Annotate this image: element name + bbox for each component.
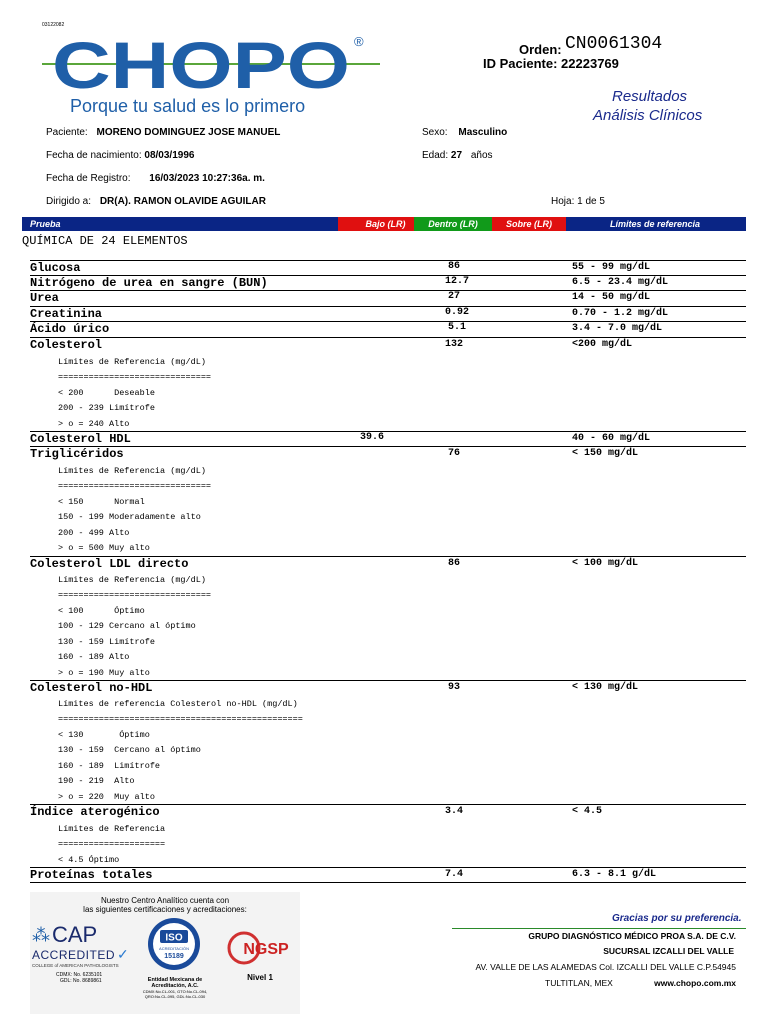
cert-line: las siguientes certificaciones y acreditaciones: xyxy=(83,905,247,914)
age-value: 27 xyxy=(450,150,463,161)
page-label: Hoja: xyxy=(551,196,575,207)
reference-note: ===================== xyxy=(58,839,166,849)
reg-value: 16/03/2023 10:27:36a. m. xyxy=(149,173,265,184)
branch-address: AV. VALLE DE LAS ALAMEDAS Col. IZCALLI DEL VALLE C.P.54945 xyxy=(475,962,736,972)
col-bajo: Bajo (LR) xyxy=(338,217,433,231)
test-name: Colesterol HDL xyxy=(30,432,131,446)
test-reference: 6.3 - 8.1 g/dL xyxy=(572,869,657,880)
reference-note: > o = 220 Muy alto xyxy=(58,792,155,802)
patient-id-value: 22223769 xyxy=(561,56,619,71)
test-name: Colesterol LDL directo xyxy=(30,557,189,571)
report-title: Resultados xyxy=(612,88,688,105)
patient-dob xyxy=(46,150,194,161)
ema-text: Entidad Mexicana de xyxy=(147,977,203,983)
test-value: 3.4 xyxy=(445,806,464,817)
test-name: Colesterol xyxy=(30,338,103,352)
reference-note: < 100 Óptimo xyxy=(58,606,145,616)
reference-note: Límites de referencia Colesterol no-HDL (mg/dL) xyxy=(58,699,298,709)
reference-note: ================================================ xyxy=(58,714,303,724)
test-reference: < 130 mg/dL xyxy=(572,682,639,693)
reference-note: ============================== xyxy=(58,372,212,382)
branch-city: TULTITLAN, MEX xyxy=(545,978,613,988)
ema-text: Acreditación, A.C. xyxy=(151,983,199,989)
reference-note: ============================== xyxy=(58,481,212,491)
row-divider xyxy=(30,431,746,432)
patient-name xyxy=(46,127,280,138)
report-subtitle: Análisis Clínicos xyxy=(593,107,703,124)
reference-note: 150 - 199 Moderadamente alto xyxy=(58,512,201,522)
cap-number: CDMX: No. 6235101 xyxy=(56,972,103,978)
test-value: 5.1 xyxy=(448,322,467,333)
row-divider xyxy=(30,306,746,307)
reference-note: Límites de Referencia (mg/dL) xyxy=(58,466,206,476)
reference-note: 130 - 159 Cercano al óptimo xyxy=(58,745,201,755)
iso-number: 15189 xyxy=(164,953,184,960)
test-name: Proteínas totales xyxy=(30,868,153,882)
sex-label: Sexo: xyxy=(422,127,448,138)
test-value: 93 xyxy=(448,682,461,693)
registered-mark: ® xyxy=(354,34,364,49)
reference-note: 130 - 159 Limítrofe xyxy=(58,637,155,647)
col-limites: Límites de referencia xyxy=(610,219,701,229)
col-sobre: Sobre (LR) xyxy=(492,217,566,231)
cap-number: GDL: No. 8689861 xyxy=(60,978,102,984)
reference-note: ============================== xyxy=(58,590,212,600)
row-divider xyxy=(30,321,746,322)
page-indicator xyxy=(551,196,605,207)
test-reference: < 100 mg/dL xyxy=(572,558,639,569)
reference-note: 160 - 189 Alto xyxy=(58,652,130,662)
test-reference: 6.5 - 23.4 mg/dL xyxy=(572,277,669,288)
cert-line: Nuestro Centro Analítico cuenta con xyxy=(100,896,230,905)
section-title: QUÍMICA DE 24 ELEMENTOS xyxy=(22,234,188,248)
reference-note: Límites de Referencia (mg/dL) xyxy=(58,357,206,367)
dob-label: Fecha de nacimiento: xyxy=(46,150,142,161)
iso-label: ISO xyxy=(165,932,183,944)
document-code: 03122082 xyxy=(42,22,65,28)
test-value-low: 39.6 xyxy=(360,432,385,443)
ema-text: QRO:No.CL-095, GDL:No.CL-030 xyxy=(144,994,206,999)
patient-name-value: MORENO DOMINGUEZ JOSE MANUEL xyxy=(96,127,281,138)
ngsp-badge-icon xyxy=(220,930,300,966)
directed-to xyxy=(46,196,266,207)
test-reference: < 4.5 xyxy=(572,806,603,817)
test-name: Colesterol no-HDL xyxy=(30,681,153,695)
reference-note: > o = 500 Muy alto xyxy=(58,543,150,553)
test-reference: < 150 mg/dL xyxy=(572,448,639,459)
branch-name: SUCURSAL IZCALLI DEL VALLE xyxy=(603,946,734,956)
test-value: 86 xyxy=(448,261,461,272)
website-link[interactable]: www.chopo.com.mx xyxy=(654,978,736,988)
age-label: Edad: xyxy=(422,150,449,161)
test-reference: 3.4 - 7.0 mg/dL xyxy=(572,323,663,334)
company-name: GRUPO DIAGNÓSTICO MÉDICO PROA S.A. DE C.V. xyxy=(528,931,736,941)
row-divider xyxy=(30,882,746,883)
patient-name-label: Paciente: xyxy=(46,127,88,138)
reg-label: Fecha de Registro: xyxy=(46,173,131,184)
row-divider xyxy=(30,260,746,261)
reference-note: < 4.5 Óptimo xyxy=(58,855,120,865)
test-value: 86 xyxy=(448,558,461,569)
certifications-text xyxy=(30,896,300,914)
iso-sub-label: ACREDITACIÓN xyxy=(159,946,189,951)
registration-date xyxy=(46,173,265,184)
cap-dots-icon: ⁂ xyxy=(32,925,50,945)
logo-slogan: Porque tu salud es lo primero xyxy=(70,96,306,116)
test-name: Creatinina xyxy=(30,307,103,321)
test-reference: 0.70 - 1.2 mg/dL xyxy=(572,308,669,319)
patient-id-label: ID Paciente: xyxy=(483,56,558,71)
test-value: 132 xyxy=(445,339,464,350)
reference-note: 100 - 129 Cercano al óptimo xyxy=(58,621,196,631)
reference-note: 190 - 219 Alto xyxy=(58,776,135,786)
footer-divider xyxy=(452,928,746,929)
reference-note: Límites de Referencia (mg/dL) xyxy=(58,575,206,585)
logo-text: CHOPO xyxy=(52,28,350,100)
cap-accreditation-logo xyxy=(32,924,138,990)
ngsp-level: Nivel 1 xyxy=(247,973,273,982)
ngsp-label: NGSP xyxy=(243,941,289,958)
order-number: CN0061304 xyxy=(565,34,663,54)
patient-age xyxy=(422,150,493,161)
iso-seal-icon xyxy=(136,916,228,972)
test-value: 0.92 xyxy=(445,307,470,318)
test-value: 76 xyxy=(448,448,461,459)
test-name: Índice aterogénico xyxy=(30,805,160,819)
col-prueba: Prueba xyxy=(30,219,61,229)
sex-value: Masculino xyxy=(458,127,508,138)
row-divider xyxy=(30,446,746,447)
row-divider xyxy=(30,290,746,291)
test-reference: 55 - 99 mg/dL xyxy=(572,262,651,273)
test-name: Urea xyxy=(30,291,59,305)
test-name: Triglicéridos xyxy=(30,447,124,461)
reference-note: < 130 Óptimo xyxy=(58,730,150,740)
patient-sex xyxy=(422,127,507,138)
test-name: Ácido úrico xyxy=(30,322,110,336)
reference-note: > o = 240 Alto xyxy=(58,419,130,429)
test-name: Nitrógeno de urea en sangre (BUN) xyxy=(30,276,268,290)
dob-value: 08/03/1996 xyxy=(144,150,195,161)
age-unit: años xyxy=(470,150,493,161)
reference-note: Límites de Referencia xyxy=(58,824,166,834)
test-reference: 14 - 50 mg/dL xyxy=(572,292,651,303)
directed-to-value: DR(A). RAMON OLAVIDE AGUILAR xyxy=(99,196,266,207)
thanks-message: Gracias por su preferencia. xyxy=(612,913,742,924)
test-value: 7.4 xyxy=(445,869,464,880)
patient-id xyxy=(483,56,619,71)
cap-label: CAP xyxy=(52,922,98,947)
cap-subtitle: COLLEGE of AMERICAN PATHOLOGISTS xyxy=(32,963,119,968)
ema-text: CDMX:No.CL-001, GTO:No.CL-094, xyxy=(142,989,208,994)
order-label: Orden: xyxy=(519,42,562,57)
reference-note: 200 - 499 Alto xyxy=(58,528,130,538)
test-value: 27 xyxy=(448,291,461,302)
row-divider xyxy=(30,337,746,338)
ngsp-logo xyxy=(220,930,300,984)
reference-note: < 150 Normal xyxy=(58,497,145,507)
test-name: Glucosa xyxy=(30,261,81,275)
results-table-header xyxy=(22,217,746,231)
reference-note: < 200 Deseable xyxy=(58,388,155,398)
directed-to-label: Dirigido a: xyxy=(46,196,92,207)
test-value: 12.7 xyxy=(445,276,470,287)
reference-note: 200 - 239 Limítrofe xyxy=(58,403,155,413)
reference-note: 160 - 189 Limítrofe xyxy=(58,761,161,771)
reference-note: > o = 190 Muy alto xyxy=(58,668,150,678)
ema-iso-logo xyxy=(136,916,228,1012)
test-reference: <200 mg/dL xyxy=(572,339,633,350)
test-reference: 40 - 60 mg/dL xyxy=(572,433,651,444)
page-value: 1 de 5 xyxy=(577,196,605,207)
checkmark-icon: ✓ xyxy=(117,946,129,962)
col-dentro: Dentro (LR) xyxy=(414,217,492,231)
accredited-label: ACCREDITED xyxy=(32,947,116,962)
